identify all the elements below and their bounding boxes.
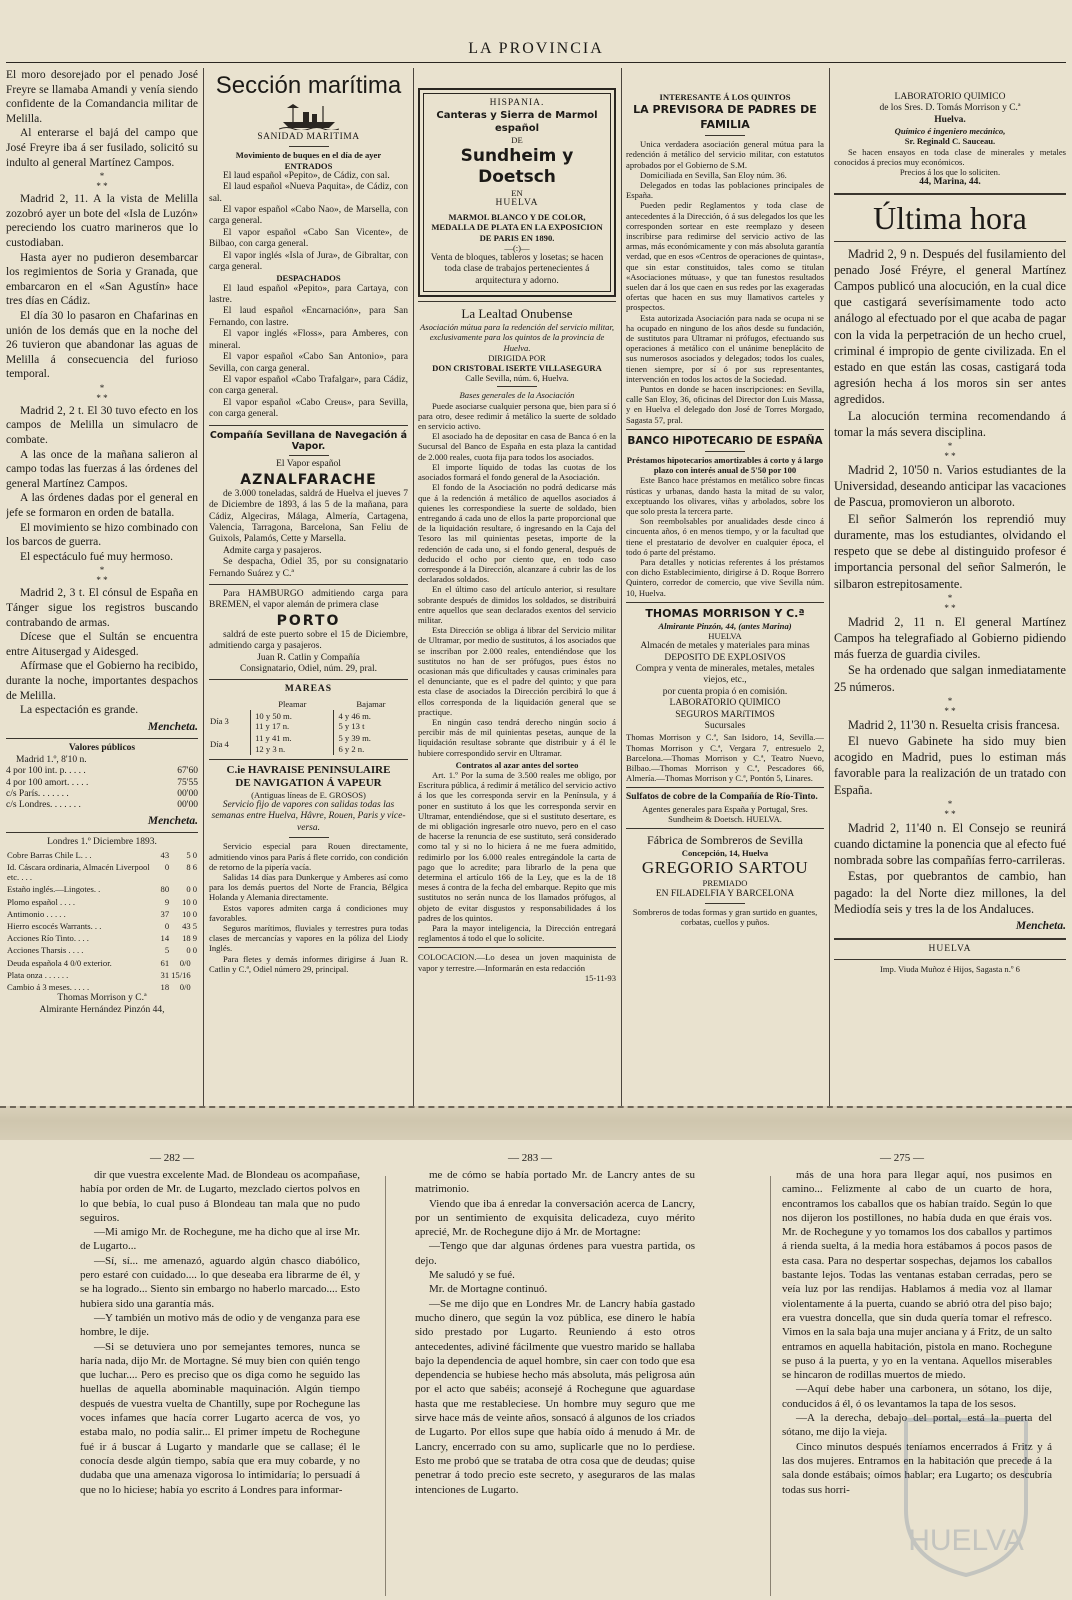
londres-value: 0 (192, 945, 197, 956)
havraise-title: C.ie HAVRAISE PENINSULAIRE (226, 763, 391, 776)
sulfatos-heading: Sulfatos de cobre de la Compañía de Río-Tinto. (626, 792, 818, 803)
londres-value: 31 (160, 969, 170, 980)
morrison-lines (626, 641, 824, 732)
londres-value: 0 (186, 945, 191, 956)
londres-value (192, 957, 198, 969)
marea-value: 5 y 39 m. (338, 733, 371, 744)
filadelfia-label: EN FILADELFIA Y BARCELONA (655, 888, 795, 899)
ornament: —(:)— (504, 242, 530, 253)
divider (834, 193, 1066, 195)
entrados-list (209, 171, 408, 274)
paragraph: Pueden pedir Reglamentos y toda clase de antecedentes á la Dirección, ó á sus delegados los que les corresponden sortear en este reemplazo y deseen inscribirse para redimirse del servicio activo de las armas, más económicamente y con más absoluta garantía verdad, que en esos «Centros de operaciones de quintas», que sin estar constituidos, tales como se titulan «Asociaciones mútuas», y que tan funestos resultados suelen dar á los que caen en sus redes por las exageradas ofertas que hacen en sus muy llamativos carteles y prospectos. (626, 200, 824, 313)
valores-table (6, 766, 198, 812)
paragraph: A las órdenes dadas por el general en jefe se formaron en orden de batalla. (6, 492, 198, 520)
morrison-line: LABORATORIO QUIMICO (669, 698, 781, 709)
londres-value: 9 (164, 896, 170, 907)
movimiento-heading: Movimiento de buques en el día de ayer (235, 150, 382, 161)
londres-value: 43 (182, 921, 191, 931)
paragraph: Afírmase que el Gobierno ha recibido, durante la noche, importantes despachos de Melilla. (6, 660, 198, 702)
compania-heading: Compañía Sevillana de Navegación á Vapor. (209, 429, 408, 452)
londres-value: 5 (164, 945, 170, 956)
ship-entry: El vapor inglés «Isla of Jura», de Gibraltar, con carga general. (209, 250, 408, 273)
pleamar-heading: Pleamar (278, 698, 307, 709)
valores-row (6, 800, 198, 811)
ship-entry: El laud español «Pepito», de Cádiz, con sal. (223, 170, 390, 181)
interesante-heading: INTERESANTE Á LOS QUINTOS (659, 92, 791, 102)
divider (289, 837, 329, 838)
paragraph: En ningún caso tendrá derecho ningún socio á percibir más de mil quinientas pesetas, aunque de la liquidación resultase sobrante que distribuir y á él le hubiere correspondido servir en Ultramar. (418, 716, 616, 758)
lab-chemist: Sr. Reginald C. Sauceau. (904, 136, 996, 147)
footer-firm: Thomas Morrison y C.ª (57, 993, 147, 1004)
dirigida-label: DIRIGIDA POR (488, 352, 546, 363)
londres-row (6, 981, 198, 993)
column-rule (829, 68, 830, 1108)
paragraph: Unica verdadera asociación general mútua para la redención á metálico del servicio militar, con estatutos aprobados por el Gobierno de S.M. (626, 139, 824, 170)
ship-entry: El vapor español «Cabo San Vicente», de Bilbao, con carga general. (209, 227, 408, 250)
paragraph: El señor Salmerón los reprendió muy duramente, mas los estudiantes, olvidando el respeto que se debe al distinguido profesor é importancia personal del señor Salmerón, le silbaron estrepitosamente. (834, 511, 1066, 591)
previsora-title: LA PREVISORA DE PADRES DE FAMILIA (633, 103, 817, 132)
londres-row (6, 932, 198, 944)
londres-name: Plata onza . . . . . . (7, 969, 69, 980)
paragraph: —Y también un motivo más de odio y de venganza para ese hombre, le dije. (80, 1311, 360, 1339)
separator-stars: * * * (96, 382, 108, 403)
sucursales-text: Thomas Morrison y C.ª, San Isidoro, 14, Sevilla.—Thomas Morrison y C.ª, Vergara 7, entresuelo 2, Barcelona.—Thomas Morrison y C.ª, Teatro Nuevo, Bilbao.—Thomas Morrison y C.ª, Pescadores 66, Almería.—Thomas Morrison y C.ª, Pontón 5, Linares. (626, 732, 824, 784)
marea-value: 12 y 3 n. (255, 743, 286, 754)
londres-row (6, 883, 198, 895)
paragraph: dir que vuestra excelente Mad. de Blondeau os acompañase, había por orden de Mr. de Lugarto, mezclado ciertos polvos en lo que bebía, lo cual puso á Blondeau tan mala que no pudo seguiros. (80, 1169, 360, 1224)
lab-city: Huelva. (934, 114, 966, 125)
separator-stars: * * * (96, 565, 108, 586)
paragraph: Domiciliada en Sevilla, San Eloy núm. 36. (640, 169, 787, 180)
director-name: DON CRISTOBAL ISERTE VILLASEGURA (432, 363, 602, 374)
divider (626, 602, 824, 603)
londres-value: 18 (160, 982, 170, 993)
marea-day: Día 3 (210, 716, 229, 727)
londres-row (6, 969, 198, 981)
paragraph: Madrid 2, 11'40 n. El Consejo se reunirá cuando dictamine la ponencia que al efecto fué nombrada sobre las compañías ferro-carrileras. (834, 820, 1066, 868)
vapor-label: El Vapor español (276, 459, 341, 470)
havraise-note: (Antiguas líneas de E. GROSOS) (251, 789, 366, 800)
banco-text (626, 475, 824, 597)
londres-value: 80 (160, 884, 170, 895)
paragraph: El espectáculo fué muy hermoso. (20, 550, 173, 563)
divider (626, 787, 824, 788)
londres-value (192, 969, 198, 981)
bases-text (418, 401, 616, 758)
paragraph: —Sí, sí... me amenazó, aguardo algún chasco diabólico, pero estaré con cuidado.... lo que deseaba era librarme de él, y se ha logrado... Siento sin embargo no haberlo marcado.... Esto hubiera sido una garantía más. (80, 1254, 360, 1310)
londres-name: Acciones Río Tinto. . . . (7, 933, 89, 944)
folletin-column (415, 1168, 695, 1594)
prestamos-heading: Préstamos hipotecarios amortizables á corto y á largo plazo con interés anual de 5'50 por 100 (626, 454, 824, 476)
paragraph: me de cómo se había portado Mr. de Lancry antes de su matrimonio. (415, 1169, 695, 1196)
londres-value: 10 (182, 896, 191, 907)
previsora-text (626, 139, 824, 425)
paragraph: Para la mayor inteligencia, la Dirección entregará reglamentos á todo el que lo solicite. (418, 923, 616, 944)
morrison-line: por cuenta propia ó en comisión. (662, 686, 788, 697)
paragraph: Madrid 2, 2 t. El 30 tuvo efecto en los campos de Melilla un simulacro de combate. (6, 404, 198, 447)
folletin-column (80, 1168, 360, 1594)
paragraph: Se ha ordenado que salgan inmediatamente 25 números. (834, 663, 1066, 694)
separator-stars: * * * (96, 171, 108, 192)
porto-name: PORTO (276, 612, 341, 629)
ship-entry: El laud español «Nueva Paquita», de Cádiz, con sal. (209, 182, 408, 204)
fabrica-title: Fábrica de Sombreros de Sevilla (647, 833, 803, 848)
havraise-service: Servicio fijo de vapores con salidas todas las semanas entre Huelva, Hâvre, Rouen, Paris y vice-versa. (211, 800, 406, 833)
valores-value: 00'00 (177, 800, 198, 811)
paragraph: La espectación es grande. (20, 704, 139, 717)
havraise-text (209, 841, 408, 974)
londres-row (6, 908, 198, 920)
mareas-heading: MAREAS (284, 684, 333, 695)
morrison-city: HUELVA (708, 630, 742, 641)
section-title-maritima: Sección marítima (215, 72, 402, 99)
londres-value: 5 (192, 921, 197, 931)
divider (626, 828, 824, 829)
bajamar-heading: Bajamar (356, 698, 386, 709)
divider (209, 584, 408, 585)
huelva-label: HUELVA (495, 197, 539, 208)
column-rule (385, 1176, 386, 1596)
morrison-address: Almirante Pinzón, 44, (antes Marina) (658, 620, 792, 631)
londres-value: 5 (186, 849, 191, 860)
londres-value: 0 (186, 884, 191, 895)
londres-value: 8 (186, 861, 191, 872)
paragraph: —Mi amigo Mr. de Rochegune, me ha dicho que al irse Mr. de Lugarto... (80, 1226, 360, 1253)
divider (289, 455, 329, 456)
mareas-table (209, 698, 408, 755)
paragraph: El fondo de la Asociación no podrá dedicarse más que á la redención á metálico de aquellos asociados á quienes les correspondiese la suerte de soldado, bien entregando á cada uno de ellos la parte proporcional que de la liquidación resultare, ó ingresando en la Caja del Tesoro las mil quinientas pesetas, importe de la redención de cada uno, si el fondo general, después de deducido el ocho por ciento que, en todo caso corresponde á la Dirección, alcanzare á cubrir las de los declarados soldados. (418, 482, 616, 585)
morrison-line: Almacén de metales y materiales para minas (640, 641, 810, 652)
paragraph: Esta autorizada Asociación para nada se ocupa ni se ha ocupado en ninguno de los años desde su fundación, de sustitutos para Ultramar ni prófugos, efectuando sus operaciones á metálico con el unánime beneplácito de sus numerosos asociados y delegados; todos los cuales, tienen siempre, por sí ó por sus representantes, intervención en todos los actos de la Sociedad. (626, 312, 824, 384)
paragraph: Hasta ayer no pudieron desembarcar los regimientos de Soria y Granada, que embarcaron en el «San Agustín» hace tres días en Cádiz. (6, 251, 198, 308)
ship-entry: El vapor español «Cabo Nao», de Marsella, con carga general. (209, 205, 408, 227)
lealtad-address: Calle Sevilla, núm. 6, Huelva. (465, 373, 569, 384)
lab-role: Químico é ingeniero mecánico, (894, 126, 1006, 137)
londres-value: 0/0 (179, 982, 191, 993)
londres-value: 9 (192, 933, 197, 944)
valores-row (6, 766, 198, 777)
vapor-name: AZNALFARACHE (240, 471, 377, 488)
lab-address: 44, Marina, 44. (919, 177, 981, 188)
separator-stars: * * * (944, 441, 956, 462)
separator-stars: * * * (944, 798, 956, 819)
londres-value: 0 (164, 861, 170, 872)
ship-entry: El laud español «Pepito», para Cartaya, con lastre. (209, 283, 408, 306)
paragraph: Seguros marítimos, fluviales y terrestres pura todas clases de mercancías y vapores en la póliza del Liody Inglés. (209, 922, 408, 954)
en-label: EN (511, 187, 523, 198)
signature: Mencheta. (147, 720, 198, 733)
marea-day: Día 4 (210, 738, 229, 749)
colocacion-text: COLOCACION.—Lo desea un joven maquinista de vapor y terrestre.—Informarán en esta redacción (418, 952, 616, 973)
paragraph: Puntos en donde se hacen inscripciones: en Sevilla, calle San Eloy, 36, oficinas del Director don Luis Massa, y en Huelva el delegado don José de Torres Morgado, Sagasta 57, pral. (626, 384, 824, 425)
divider (6, 832, 198, 833)
agentes-text: Agentes generales para España y Portugal, Sres. Sundheim & Doetsch. HUELVA. (642, 803, 808, 825)
londres-value: 10 (182, 908, 191, 919)
valores-name: 4 por 100 amort. . . . . (6, 777, 89, 788)
londres-value: 15/16 (171, 969, 191, 980)
marea-value: 5 y 13 t (338, 721, 365, 732)
divider (705, 903, 745, 904)
paragraph: Salidas 14 días para Dunkerque y Amberes así como para los demás puertos del Norte de Francia, Bélgica Holanda y Alemania directamente. (209, 871, 408, 903)
londres-row (6, 920, 198, 932)
despachados-heading: DESPACHADOS (276, 273, 341, 284)
despachados-list (209, 284, 408, 421)
divider (705, 135, 745, 136)
porto-consignee-address: Consignatario, Odiel, núm. 29, pral. (240, 664, 377, 675)
hamburgo-text: Para HAMBURGO admitiendo carga para BREMEN, el vapor alemán de primera clase (209, 589, 408, 611)
sanidad-heading: SANIDAD MARITIMA (257, 132, 360, 142)
separator-stars: * * * (944, 695, 956, 716)
marea-value: 11 y 41 m. (255, 733, 292, 744)
paragraph: Madrid 2, 11 n. El general Martínez Campos ha telegrafiado al Gobierno pidiendo más fuerza de guardia civiles. (834, 614, 1066, 662)
londres-value: 0 (192, 896, 197, 907)
divider (418, 947, 616, 948)
divider (209, 759, 408, 760)
column-ultima-hora (834, 68, 1066, 1108)
paragraph: —Aquí debe haber una carbonera, un sótano, los dije, conducidos á él, ó os levantamos la tapa de los sesos. (782, 1383, 1052, 1410)
canteras-title: Canteras y Sierra de Marmol español (436, 110, 598, 135)
paragraph: Para detalles y noticias referentes á los préstamos con dicho Establecimiento, dirigirse á D. Roque Borrero Quintero, corredor de comercio, que vive Sevilla núm. 10, Huelva. (626, 556, 824, 598)
paragraph: Servicio especial para Rouen directamente, admitiendo vinos para París á flete corrido, con condición de retorno de la pipería vacía. (209, 841, 408, 872)
marea-value: 4 y 46 m. (338, 711, 371, 722)
masthead: LA PROVINCIA (468, 40, 604, 57)
paragraph: Viendo que iba á enredar la conversación acerca de Lancry, por un sentimiento de exquisita delicadeza, cuyo mérito aprecié, Mr. de Rochegune dijo á Mr. de Mortagne: (415, 1197, 695, 1239)
paragraph: Art. 1.º Por la suma de 3.500 reales me obligo, por Escritura pública, á redimir á metálico del servicio activo á los que les corresponda servir en la Península, y á poner en sustituto á los que les corresponda servir en Ultramar, entendiéndose, que si el sustituto desertare, es de mi obligación ingresarle otro nuevo, pero en el caso de hacerse la renuncia de ese sustituto, será considerado como tal y si no lo hiciera á ne me fuera admitido, redimirlo por los 6.000 reales entregándole la carta de pago que lo acredite; para librarlo de la pena que determina el artículo 166 de la Ley, que es la de 18 meses á contra de la fecha del embarque. Repito que mis sustitutos no serán nunca de los llamados prófugos, al objeto de evitar disgustos y responsabilidades á los padres de los quintos. (418, 769, 616, 923)
londres-row (6, 896, 198, 908)
page-number: — 282 — (150, 1152, 194, 1164)
page-number: — 275 — (880, 1152, 924, 1164)
paragraph: Estas, por quebrantos de cambio, han pagado: la del Norte diez millones, la del Mediodía seis y tres la de los Andaluces. (834, 869, 1066, 916)
de-label: DE (511, 135, 523, 146)
divider (834, 241, 1066, 242)
paragraph: En el último caso del artículo anterior, si resultare sobrante después de dimidos los soldados, se distribuirá entre aquellos que sean declarados exentos del servicio militar. (418, 584, 616, 625)
divider (209, 425, 408, 426)
londres-name: Deuda española 4 0/0 exterior. (7, 957, 112, 968)
ship-entry: El vapor español «Cabo Trafalgar», para Cádiz, con carga general. (209, 374, 408, 397)
paragraph: Me saludó y se fué. (429, 1269, 515, 1282)
londres-value: 0 (192, 884, 197, 895)
ship-entry: El vapor español «Cabo San Antonio», para Sevilla, con carga general. (209, 352, 408, 374)
paragraph: Mr. de Mortagne continuó. (429, 1283, 548, 1296)
vapor-despacha: Se despacha, Odiel 35, por su consignatario Fernando Suárez y C.ª (209, 557, 408, 579)
paragraph: Son reembolsables por anualidades desde cinco á cincuenta años, ó en menos tiempo, y or la facultad que tiene el prestatario de devolver en cualquier época, el todo ó parte del préstamo. (626, 516, 824, 557)
divider (209, 679, 408, 680)
ship-icon (279, 102, 339, 130)
londres-name: Plomo español . . . . (7, 896, 76, 907)
section-title-valores: Valores públicos (68, 743, 136, 754)
morrison-line: SEGUROS MARíTIMOS (675, 709, 775, 720)
londres-name: Estaño inglés.—Lingotes. . (7, 884, 101, 895)
valores-value: 67'60 (177, 766, 198, 777)
page-fold (0, 1106, 1072, 1140)
marea-value: 10 y 50 m. (255, 711, 292, 722)
londres-name: Acciones Tharsis . . . . (7, 945, 84, 956)
vapor-text: de 3.000 toneladas, saldrá de Huelva el jueves 7 de Diciembre de 1893, á las 5 de la mañana, para Cádiz, Algeciras, Málaga, Almería, Cartagena, Valencia, Tarragona, Barcelona, San Feliu de Guixols, Palamós, Cette y Marsella. (209, 488, 408, 545)
morrison-line: Compra y venta de minerales, metales, metales viejos, etc., (635, 663, 815, 686)
paragraph: Delegados en todas las poblaciones principales de España. (626, 180, 824, 201)
sundheim-title: Sundheim y Doetsch (460, 145, 574, 187)
imprenta: Imp. Viuda Muñoz é Hijos, Sagasta n.º 6 (880, 963, 1020, 974)
valores-value: 75'55 (177, 777, 198, 788)
marea-value: 11 y 17 n. (255, 721, 290, 732)
ship-entry: El vapor español «Cabo Creus», para Sevilla, con carga general. (209, 397, 408, 420)
divider (705, 451, 745, 452)
paragraph: Cinco minutos después teníamos encerrados á Fritz y á las dos mujeres. Entramos en la habitación que precede á la sala donde estábais; oímos hablar; era Lugarto; os descubría todas sus horri- (782, 1440, 1052, 1496)
londres-title: Londres 1.º Diciembre 1893. (47, 837, 157, 848)
londres-value: 14 (160, 933, 170, 944)
paragraph: El moro desorejado por el penado José Freyre se llamaba Amandi y venía siendo confidente de la Comandancia militar de Melilla. (6, 69, 198, 125)
divider (626, 429, 824, 430)
column-rule (621, 68, 622, 1108)
column-seccion-maritima (209, 68, 408, 1108)
separator-stars: * * * (944, 592, 956, 613)
lealtad-subtitle: Asociación mútua para la redención del servicio militar, exclusivamente para los quintos de la provincia de Huelva. (420, 322, 614, 353)
londres-row (6, 944, 198, 956)
londres-value: 37 (160, 908, 170, 919)
premiado-label: PREMIADO (702, 878, 748, 889)
ship-entry: El vapor inglés «Floss», para Amberes, con mineral. (209, 329, 408, 351)
paragraph: El importe líquido de todas las cuotas de los asociados formará el fondo general de la Asociación. (418, 461, 616, 483)
contratos-text (418, 770, 616, 943)
londres-value: 18 (182, 933, 191, 944)
paragraph: Al enterarse el bajá del campo que José Freyre iba á ser fusilado, solicitó su indulto al general Martínez Campos. (6, 127, 198, 169)
valores-name: 4 por 100 int. p. . . . . (6, 766, 86, 777)
londres-value: 6 (192, 861, 197, 872)
paragraph: —Se me dijo que en Londres Mr. de Lancry había gastado mucho dinero, que según la voz pública, ese dinero le había sido prestado por Lugarto. Reuniendo á esto otros antecedentes, adiviné fácilmente que vuestro marido se hallaba bajo la dependencia de aquel hombre, sin caer con todo que esa dependencia se hubiese hecho más absoluta, más peligrosa aún por el acto que sabéis; aconsejé á Rochegune que aguardase hasta que me restableciese. Un hombre muy seguro que me sirve hace más de veinte años, sonsacó á algunos de los criados de Lugarto. Por ellos supe que había oído á menudo á Mr. de Lancry, encerrado con su amo, suplicarle que no lo perdiese. Esto me probó que se trataba de otra cosa que de deudas; quise penetrar á todo precio este secreto, y aseguraros de las malas intenciones de Lugarto. (415, 1297, 695, 1496)
paragraph: —Si se detuviera uno por semejantes temores, nunca se haría nada, dijo Mr. de Mortagne. Sé muy bien con quién tengo que luchar.... Pero es preciso que os diga como he seguido las huellas de aquella abominable maquinación. Algún tiempo después de vuestra vuelta de Chantilly, supe por Rochegune las voces infames que hacía correr Lugarto acerca de vos, yo estaba malo, no podía salir... El primer ímpetu de Rochegune fué ir á buscar á Lugarto y mandarle que se callase; él le conocía desde algún tiempo, sabía que era muy cobarde, y no dudaba que una amenaza vigorosa lo intimidaría; lo persuadí á que no lo hiciese; había yo escrito á Londres para informar- (80, 1340, 360, 1496)
divider (418, 301, 616, 302)
valores-row (6, 778, 198, 789)
marea-value: 6 y 2 n. (338, 743, 365, 754)
lab-text: Se hacen ensayos en toda clase de minerales y metales conocidos á precios muy económicos. (834, 146, 1066, 167)
paragraph: Estos vapores admiten carga á condiciones muy favorables. (209, 902, 408, 923)
entrados-heading: ENTRADOS (284, 160, 333, 171)
concepcion-address: Concepción, 14, Huelva (681, 848, 769, 859)
londres-value: 43 (160, 849, 170, 860)
valores-name: c/s Londres. . . . . . . (6, 800, 81, 811)
londres-value: 0 (192, 908, 197, 919)
lealtad-title: La Lealtad Onubense (461, 306, 573, 322)
londres-row (6, 957, 198, 969)
sartou-name: GREGORIO SARTOU (641, 858, 809, 878)
valores-value: 00'00 (177, 788, 198, 799)
divider (289, 146, 329, 147)
column-news-melilla (6, 68, 198, 1108)
contratos-heading: Contratos al azar antes del sorteo (455, 759, 579, 770)
paragraph: Madrid 2, 11. A la vista de Melilla zozobró ayer un bote del «Isla de Luzón» pereciendo los cuatro marineros que lo custodiaban. (6, 193, 198, 249)
paragraph: Dícese que el Sultán se encuentra entre Aitusergad y Aidesged. (6, 631, 198, 658)
colocacion-date: 15-11-93 (584, 972, 616, 983)
londres-name: Id. Cáscara ordinaria, Almacén Liverpool etc. . . . (7, 861, 150, 883)
londres-value: 0 (164, 921, 170, 931)
paragraph: Madrid 2, 10'50 n. Varios estudiantes de la Universidad, deseando anticipar las vacaciones de Pascua, promovieron un alboroto. (834, 463, 1066, 510)
divider (834, 959, 1066, 960)
hispania-title: HISPANIA. (489, 98, 545, 108)
sombreros-text: Sombreros de todas formas y gran surtido en guantes, corbatas, cuellos y puños. (632, 907, 818, 928)
column-rule (413, 68, 414, 1108)
hispania-ad (418, 88, 616, 297)
paragraph: más de una hora para llegar aquí, nos pusimos en camino... Felizmente al cabo de un cuarto de hora, encontramos los caballos que os habían traído. Según lo que nos dijeron los postillones, no había duda en que érais vos. Mr. de Rochegune y yo tomamos los dos caballos y partimos á rienda suelta, á la media hora estábamos á pocos pasos de esta casa. Para no despertar sospechas, dejamos los caballos bastante lejos. Todas las ventanas estaban cerradas, pero se veía luz por las rendijas. Hablamos á media voz al llamar violentamente á la puerta, cuando se abrió otra del piso bajo; era vuestra doncella, que sin duda quería tomar el refresco. Vimos en la sala baja una mujer anciana y á Fritz, de un salto entramos en aquella habitación, pistola en mano. Rochegune se puso á la puerta, y yo en la ventana. Aquellos miserables se hincaron de rodillas muertos de miedo. (782, 1169, 1052, 1382)
marmol-text: MARMOL BLANCO Y DE COLOR, MEDALLA DE PLATA EN LA EXPOSICION DE PARIS EN 1890. (431, 212, 603, 243)
londres-value: 61 (160, 957, 170, 968)
morrison-line: Sucursales (704, 720, 746, 731)
paragraph: —A la derecha, debajo del portal, está la puerta del sótano, me dijo la vieja. (782, 1412, 1052, 1439)
ultima-text (834, 246, 1066, 917)
londres-name: Hierro escocés Warrants. . . (7, 921, 102, 931)
londres-table (6, 849, 198, 993)
paragraph: El nuevo Gabinete ha sido muy bien acogido en Madrid, pues lo estiman más favorable para la realización de un tratado con España. (834, 733, 1066, 797)
paragraph: El día 30 lo pasaron en Chafarinas en unión de los demás que en la noche del 26 tuvieron que abandonar las aguas de Melilla á consecuencia del furioso temporal. (6, 309, 198, 381)
porto-consignee: Juan R. Catlin y Compañía (257, 652, 360, 663)
valores-date: Madrid 1.º, 8'10 n. (16, 754, 87, 765)
valores-row (6, 789, 198, 800)
divider (834, 938, 1066, 940)
venta-text: Venta de bloques, tableros y losetas; se hacen toda clase de trabajos pertenecientes á arquitectura y adorno. (430, 253, 604, 286)
footer-city: HUELVA (928, 943, 972, 954)
paragraph: Esta Dirección se obliga á librar del Servicio militar de Ultramar, por medio de sustitutos, á los asociados que se inscriban por 2.000 reales, entendiéndose que los sustitutos no han de ser prófugos, pues éstos no ocasionan más que dificultades y causas criminales para el denunciante, que es el padre del quinto; y que para esta clase de asociados la Dirección percibirá lo que á ellos corresponda de la liquidación general que se practique. (418, 625, 616, 717)
paragraph: —Tengo que dar algunas órdenes para vuestra partida, os dejo. (415, 1240, 695, 1267)
paragraph: Madrid 2, 9 n. Después del fusilamiento del penado José Fréyre, el general Martínez Campos publicó una alocución, en la cual dice que castigará severísimamente todo acto análogo al efectuado por el que acaba de pagar con la vida la perpetración de un hecho cruel, criminal é impropio de gente civilizada. En el estado en que están las cosas, castigará toda agresión hecha á los moros sin ser antes agredidos. (834, 246, 1066, 407)
divider (497, 386, 537, 387)
column-advertisements-a (418, 68, 616, 1108)
paragraph: Madrid 2, 3 t. El cónsul de España en Tánger sigue los registros buscando contrabando de armas. (6, 587, 198, 629)
paragraph: Este Banco hace préstamos en metálico sobre fincas rústicas y urbanas, dando hasta la mitad de su valor, exceptuando los olivares, viñas y arbolados, sobre los que solo presta la tercera parte. (626, 475, 824, 516)
londres-row (6, 849, 198, 861)
banco-title: BANCO HIPOTECARIO DE ESPAÑA (627, 434, 823, 447)
column-advertisements-b (626, 68, 824, 1108)
paragraph: El asociado ha de depositar en casa de Banca ó en la Sucursal del Banco de España en esta plaza la cantidad de 2.000 reales, cuota fija para todos los asociados. (418, 431, 616, 462)
morrison-line: DEPOSITO DE EXPLOSIVOS (664, 652, 786, 663)
londres-name: Cobre Barras Chile L. . . (7, 849, 92, 860)
londres-value: 0 (192, 849, 197, 860)
paragraph: Puede asociarse cualquier persona que, bien para sí ó para otro, desee redimir á metálico la suerte de soldado en servicio activo. (418, 400, 616, 432)
lab-prices: Precios á los que lo soliciten. (899, 167, 1001, 178)
vapor-admite: Admite carga y pasajeros. (223, 545, 322, 556)
paragraph: Madrid 2, 11'30 n. Resuelta crisis francesa. (848, 717, 1060, 732)
paragraph: A las once de la mañana salieron al campo todas las fuerzas á las órdenes del general Martínez Campos. (6, 448, 198, 490)
page-number: — 283 — (508, 1152, 552, 1164)
porto-text: saldrá de este puerto sobre el 15 de Diciembre, admitiendo carga y pasajeros. (209, 629, 408, 652)
svg-text:HUELVA: HUELVA (908, 1524, 1024, 1557)
column-rule (203, 68, 204, 1108)
bases-heading: Bases generales de la Asociación (459, 390, 575, 401)
paragraph: Para fletes y demás informes dirigirse á Juan R. Catlin y C.ª, Odiel número 29, principal. (209, 953, 408, 974)
havraise-subtitle: DE NAVIGATION Á VAPEUR (235, 776, 382, 789)
signature: Mencheta. (147, 814, 198, 827)
lab-title: LABORATORIO QUIMICO (894, 92, 1006, 102)
londres-value: 0/0 (179, 957, 191, 968)
londres-name: Cambio á 3 meses. . . . . (7, 982, 90, 993)
londres-value (192, 981, 198, 993)
divider (6, 738, 198, 739)
ship-entry: El laud español «Encarnación», para San Fernando, con lastre. (209, 306, 408, 328)
lab-owners: de los Sres. D. Tomás Morrison y C.ª (879, 103, 1021, 114)
footer-address: Almirante Hernández Pinzón 44, (39, 1004, 165, 1015)
library-seal-icon (886, 1400, 1046, 1580)
masthead-rule (6, 62, 1066, 63)
morrison-title: THOMAS MORRISON Y C.ª (645, 606, 805, 620)
londres-name: Antimonio . . . . . (7, 908, 66, 919)
londres-row (6, 861, 198, 883)
section-title-ultima-hora: Última hora (873, 199, 1027, 236)
paragraph: El movimiento se hizo combinado con los barcos de guerra. (6, 521, 198, 549)
column-rule (770, 1176, 771, 1596)
paragraph: La alocución termina recomendando á tomar la más severa disciplina. (834, 408, 1066, 439)
valores-name: c/s París. . . . . . . (6, 788, 69, 799)
signature: Mencheta. (1015, 919, 1066, 932)
